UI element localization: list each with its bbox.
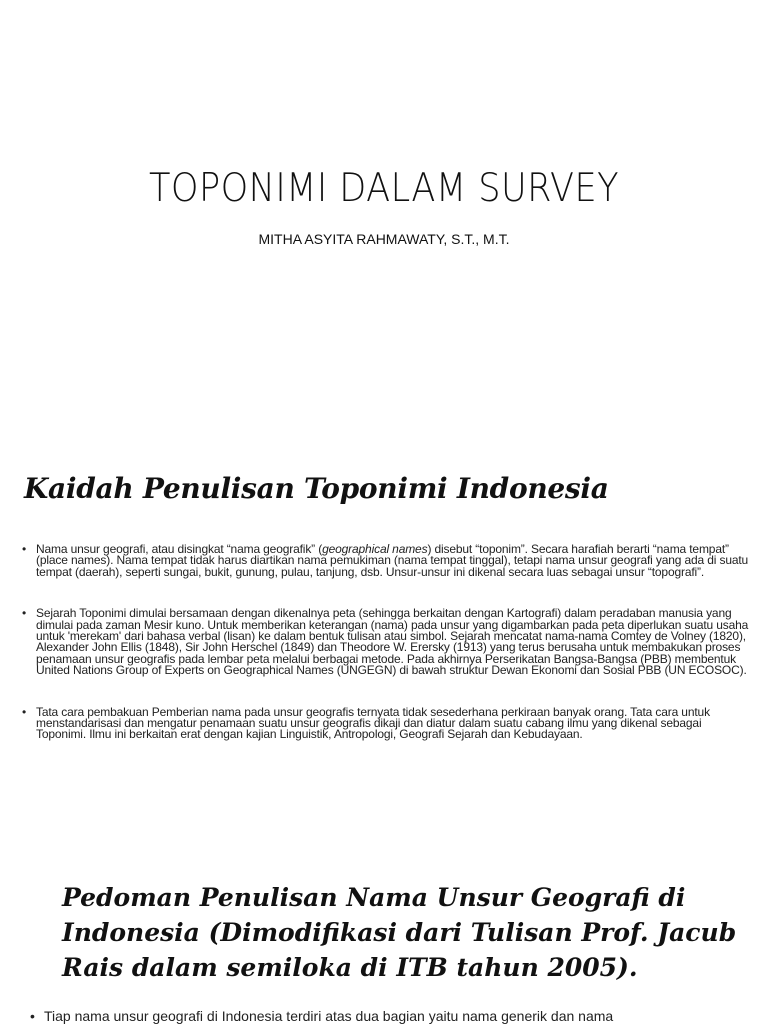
author-name: MITHA ASYITA RAHMAWATY, S.T., M.T. bbox=[258, 231, 510, 247]
slide-heading: Kaidah Penulisan Toponimi Indonesia bbox=[24, 472, 609, 505]
bullet-item: • Tata cara pembakuan Pemberian nama pada unsur geografis ternyata tidak sesederhana perkiraan banyak orang. Tata cara untuk menstandarisasi dan mengatur penamaan suatu unsur geografis dikaji dan diatur dalam suatu cabang ilmu yang dikenal sebagai Toponimi. Ilmu ini berkaitan erat dengan kajian Linguistik, Antropologi, Geografi Sejarah dan Kebudayaan. bbox=[20, 707, 750, 741]
content-slide-kaidah bbox=[0, 432, 768, 860]
bullet-text-italic: geographical names bbox=[322, 542, 428, 556]
bullet-text-part: ) disebut “toponim”. Secara harafiah berarti “nama tempat” (place names). Nama tempat tidak harus diartikan nama pemukiman (nama tempat tinggal), tetapi nama unsur geografi yang ada di suatu tempat (daerah), seperti sungai, bukit, gunung, pulau, tanjung, dsb. Unsur-unsur ini dikenal secara luas sebagai unsur “topografi”. bbox=[36, 542, 749, 579]
content-slide-pedoman bbox=[0, 860, 768, 1024]
title-slide bbox=[0, 0, 768, 432]
bullet-text-part: Nama unsur geografi, atau disingkat “nama geografik” ( bbox=[36, 542, 323, 556]
bullet-list bbox=[28, 1008, 748, 1024]
bullet-item: • Tiap nama unsur geografi di Indonesia terdiri atas dua bagian yaitu nama generik dan nama bbox=[28, 1008, 748, 1024]
bullet-item: • Sejarah Toponimi dimulai bersamaan dengan dikenalnya peta (sehingga berkaitan dengan Kartografi) dalam peradaban manusia yang dimulai pada zaman Mesir kuno. Untuk memberikan keterangan (nama) pada unsur yang digambarkan pada peta diperlukan suatu usaha untuk 'merekam' dari bahasa verbal (lisan) ke dalam bentuk tulisan atau simbol. Sejarah mencatat nama-nama Comtey de Volney (1820), Alexander John Ellis (1848), Sir John Herschel (1849) dan Theodore W. Erersky (1913) yang terus berusaha untuk membakukan proses penamaan unsur geografis pada lembar peta melalui berbagai metode. Pada akhirnya Perserikatan Bangsa-Bangsa (PBB) membentuk United Nations Group of Experts on Geographical Names (UNGEGN) di bawah struktur Dewan Ekonomi dan Sosial PBB (UN ECOSOC). bbox=[20, 608, 750, 676]
presentation-title: TOPONIMI DALAM SURVEY bbox=[148, 166, 620, 211]
bullet-item bbox=[20, 544, 750, 578]
bullet-list bbox=[20, 544, 750, 741]
slide-heading: Pedoman Penulisan Nama Unsur Geografi di Indonesia (Dimodifikasi dari Tulisan Prof. Jacub Rais dalam semiloka di ITB tahun 2005). bbox=[62, 883, 737, 982]
